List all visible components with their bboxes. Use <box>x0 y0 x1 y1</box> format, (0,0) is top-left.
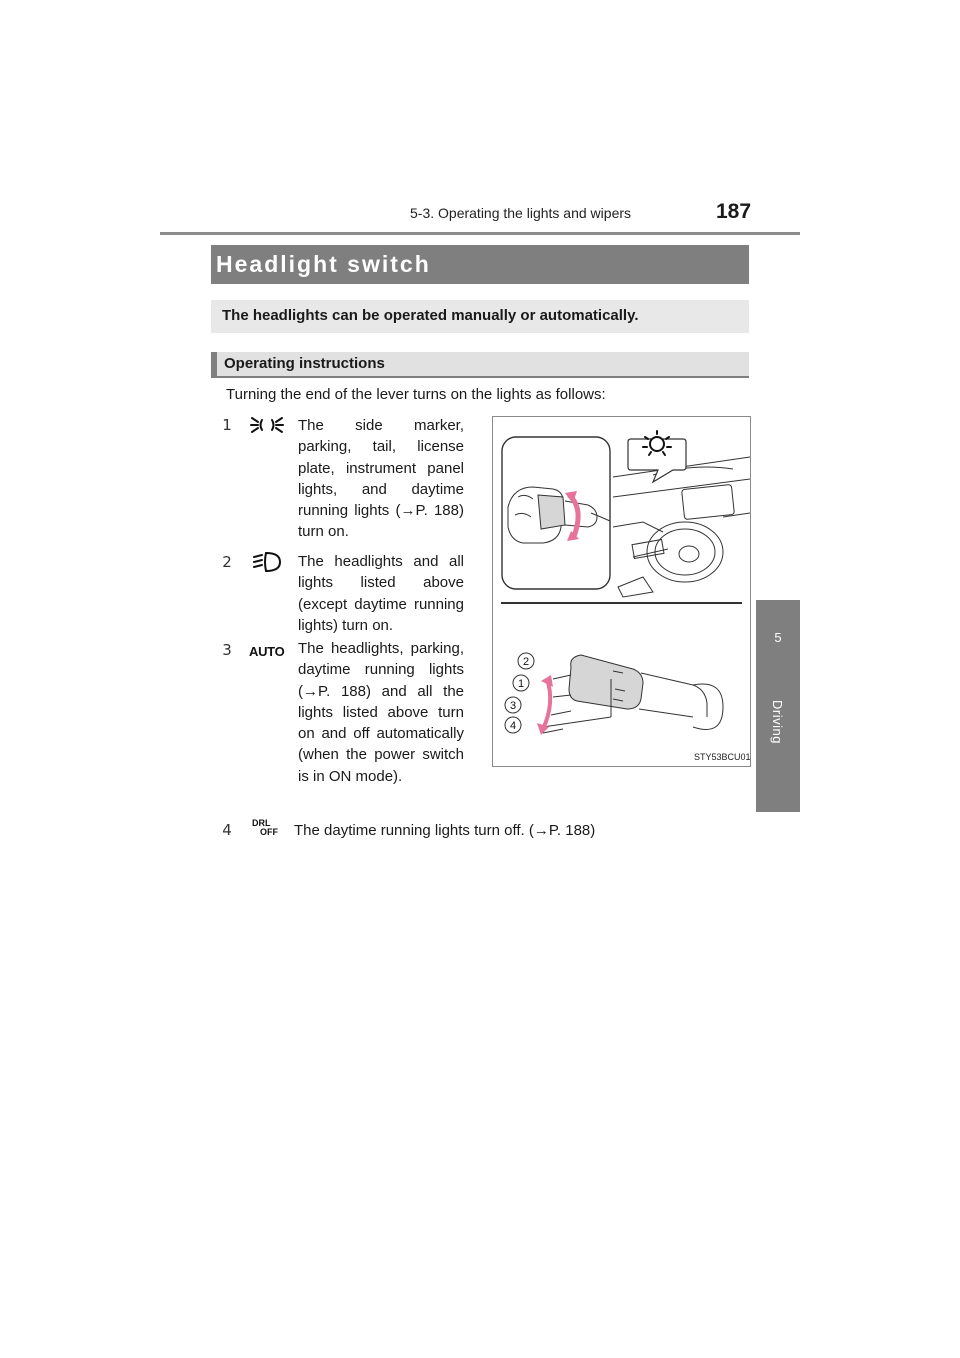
auto-icon: AUTO <box>249 644 285 659</box>
lever-arrow <box>543 679 550 729</box>
drl-off-icon <box>252 819 278 837</box>
drl-label: DRL <box>252 818 271 828</box>
item-text-1: The side marker, parking, tail, license plate, instrument panel lights, and daytime running lights (→P. 188) turn on. <box>298 417 464 541</box>
figure-code: STY53BCU01 <box>694 752 751 762</box>
lever-closeup <box>543 655 723 730</box>
subsection-rule <box>211 376 749 378</box>
callout-line-3 <box>551 711 571 715</box>
item-marker-1: 1 <box>222 416 232 434</box>
callout-label-3: 3 <box>509 700 517 712</box>
side-marker-lights-icon <box>250 414 284 436</box>
item-marker-3: 3 <box>222 641 232 659</box>
subsection-lead: Turning the end of the lever turns on the lights as follows: <box>226 386 606 403</box>
callout-line-2 <box>553 675 571 679</box>
chapter-label: Driving <box>770 700 785 744</box>
header-divider <box>160 232 800 235</box>
item-text-2: The headlights and all lights listed above (except daytime running lights) turn on. <box>298 553 464 634</box>
subsection-accent <box>211 352 217 376</box>
item-marker-2: 2 <box>222 553 232 571</box>
headlight-illustration <box>493 417 750 766</box>
item-text-3: The headlights, parking, daytime running lights (→P. 188) and all the lights listed above turn on and off automatically (when the power switch is in ON mode). <box>298 640 464 785</box>
intro-text: The headlights can be operated manually or automatically. <box>222 307 639 324</box>
page-number: 187 <box>716 200 752 223</box>
header-section-title: 5-3. Operating the lights and wipers <box>410 205 632 221</box>
callout-label-1: 1 <box>517 678 525 690</box>
headlights-icon <box>252 551 282 573</box>
off-label: OFF <box>260 827 278 837</box>
item-marker-4: 4 <box>222 821 232 839</box>
chapter-number: 5 <box>774 630 782 645</box>
callout-label-2: 2 <box>522 656 530 668</box>
headlight-switch-figure <box>492 416 751 767</box>
page-title: Headlight switch <box>216 251 431 277</box>
dashboard-scene <box>613 457 750 597</box>
subsection-title: Operating instructions <box>224 355 385 372</box>
callout-line-1 <box>553 695 571 697</box>
callout-label-4: 4 <box>509 720 517 732</box>
item-text-4: The daytime running lights turn off. (→P. 188) <box>294 822 596 839</box>
